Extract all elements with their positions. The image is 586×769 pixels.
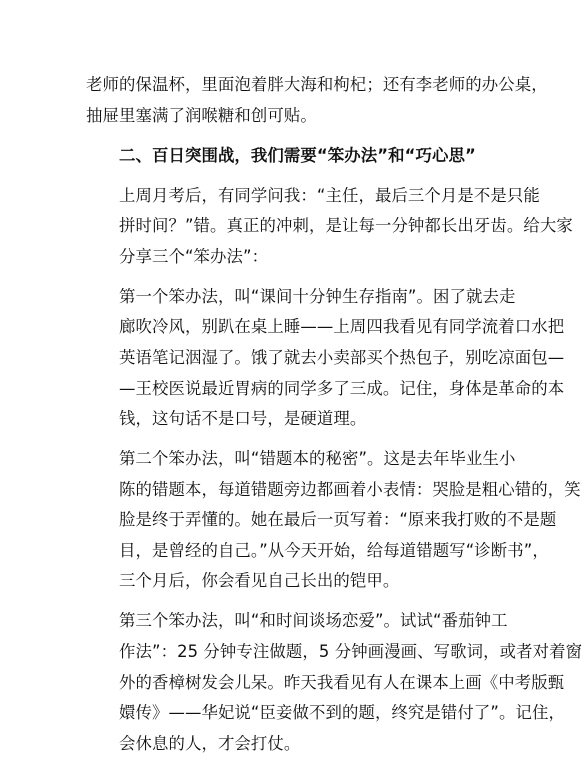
- paragraph-continuation: [86, 70, 548, 131]
- text-line: 老师的保温杯，里面泡着胖大海和枸杞；还有李老师的办公桌，: [86, 75, 548, 94]
- text-line: 上周月考后，有同学问我：“主任，最后三个月是不是只能: [119, 185, 540, 205]
- text-line: 嬛传》——华妃说“臣妾做不到的题，终究是错付了”。记住，: [119, 703, 565, 723]
- paragraph-intro: [86, 181, 573, 273]
- section-heading: [86, 141, 502, 172]
- text-line: 外的香樟树发会儿呆。昨天我看见有人在课本上画《中考版甄: [119, 672, 565, 692]
- document-body: [86, 70, 583, 769]
- text-line: 抽屉里塞满了润喉糖和创可贴。: [86, 105, 317, 125]
- text-line: 目，是曾经的自己。”从今天开始，给每道错题写“诊断书”，: [119, 540, 549, 560]
- text-line: 脸是终于弄懂的。她在最后一页写着：“原来我打败的不是题: [119, 510, 557, 530]
- paragraph-method-two: [86, 444, 581, 597]
- text-line: 第三个笨办法，叫“和时间谈场恋爱”。试试“番茄钟工: [119, 611, 508, 631]
- text-line: 陈的错题本，每道错题旁边都画着小表情：哭脸是粗心错的，笑: [119, 479, 581, 499]
- text-line: 拼时间？”错。真正的冲刺，是让每一分钟都长出牙齿。给大家: [119, 216, 573, 236]
- text-line: 廊吹冷风，别趴在桌上睡——上周四我看见有同学流着口水把: [119, 317, 565, 337]
- text-line: 分享三个“笨办法”：: [119, 246, 269, 266]
- text-line: —王校医说最近胃病的同学多了三成。记住，身体是革命的本: [119, 378, 565, 398]
- text-line: 钱，这句话不是口号，是硬道理。: [119, 409, 367, 429]
- text-line: 作法”：25 分钟专注做题，5 分钟画漫画、写歌词，或者对着窗: [119, 642, 583, 662]
- text-line: 会休息的人，才会打仗。: [119, 733, 301, 753]
- paragraph-method-one: [86, 282, 565, 435]
- heading-text: 二、百日突围战，我们需要“笨办法”和“巧心思”: [119, 145, 476, 165]
- text-line: 第一个笨办法，叫“课间十分钟生存指南”。困了就去走: [119, 286, 516, 306]
- text-line: 三个月后，你会看见自己长出的铠甲。: [119, 571, 400, 591]
- text-line: 第二个笨办法，叫“错题本的秘密”。这是去年毕业生小: [119, 449, 516, 469]
- paragraph-method-three: [86, 606, 583, 759]
- text-line: 英语笔记洇湿了。饿了就去小卖部买个热包子，别吃凉面包—: [119, 347, 565, 367]
